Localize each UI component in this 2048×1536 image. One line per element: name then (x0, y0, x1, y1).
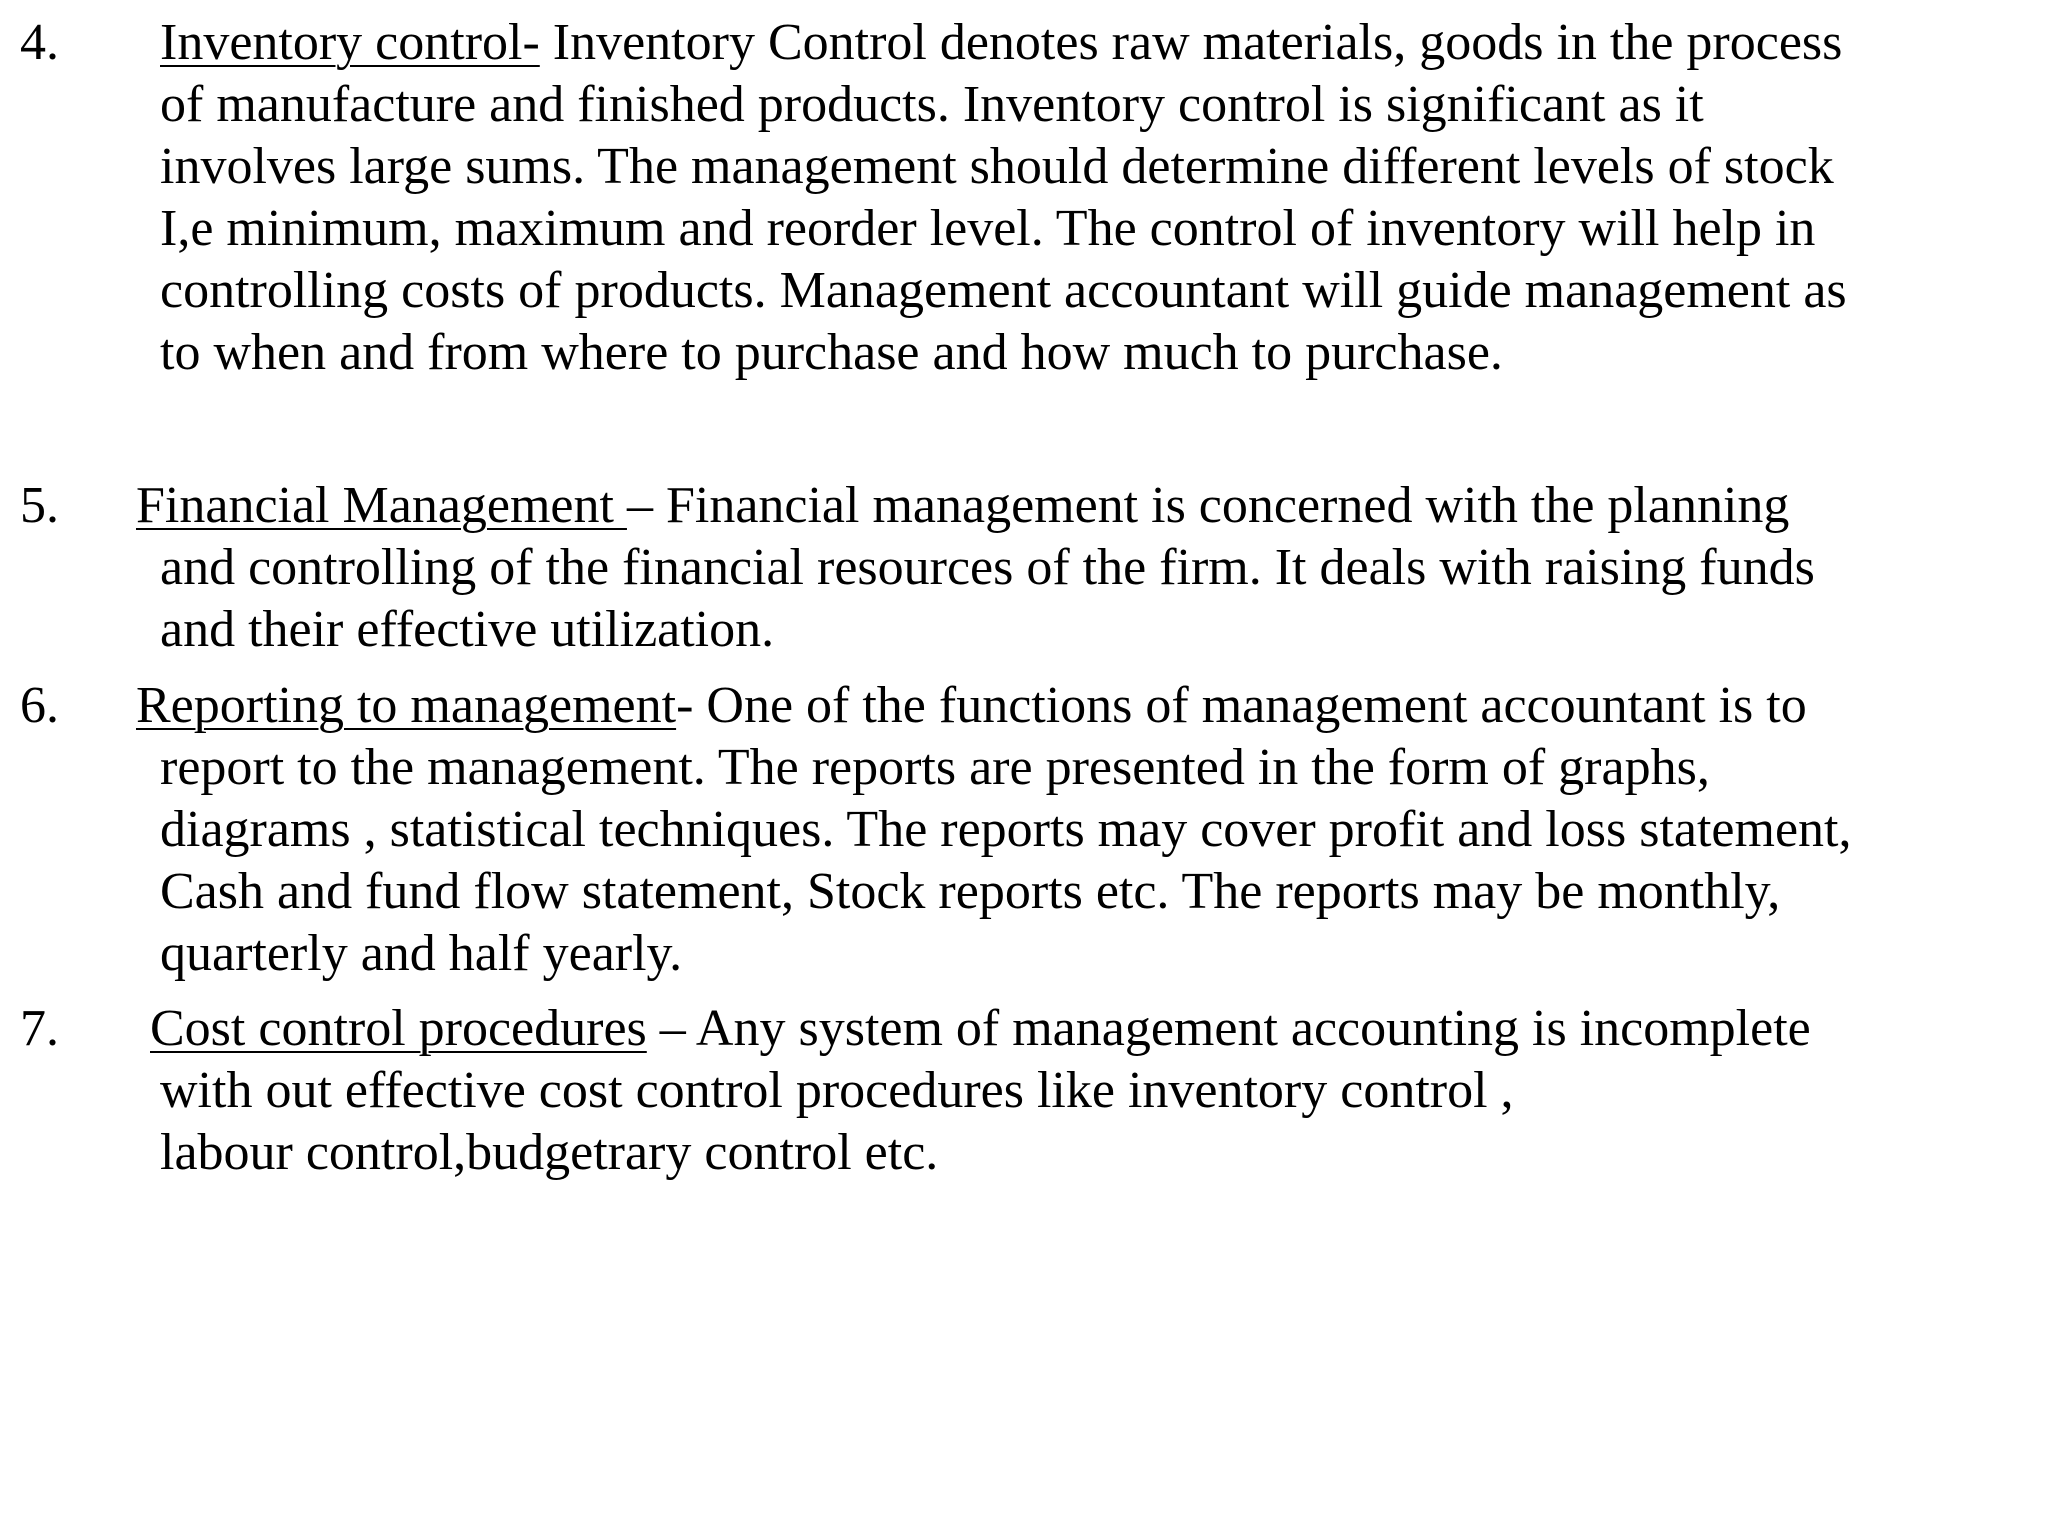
item-line: controlling costs of products. Management accountant will guide management as (160, 262, 1847, 319)
item-first-line-text: – Any system of management accounting is incomplete (646, 1000, 1811, 1057)
item-first-line (150, 998, 1811, 1060)
item-line: labour control,budgetrary control etc. (160, 1124, 939, 1181)
item-number: 6. (20, 677, 59, 734)
item-number: 4. (20, 14, 59, 71)
item-number: 5. (20, 477, 59, 534)
item-heading: Reporting to management (136, 677, 677, 734)
item-line: report to the management. The reports are presented in the form of graphs, (160, 739, 1710, 796)
item-first-line-text: - One of the functions of management accountant is to (676, 677, 1807, 734)
item-first-line (160, 12, 1842, 74)
item-first-line-text: – Financial management is concerned with the planning (626, 477, 1790, 534)
item-heading: Inventory control- (160, 14, 540, 71)
item-number: 7. (20, 1000, 59, 1057)
item-first-line (136, 475, 1789, 537)
item-first-line (136, 675, 1807, 737)
item-line: to when and from where to purchase and how much to purchase. (160, 324, 1503, 381)
item-line: I,e minimum, maximum and reorder level. The control of inventory will help in (160, 200, 1816, 257)
item-line: with out effective cost control procedures like inventory control , (160, 1062, 1514, 1119)
item-line: Cash and fund flow statement, Stock reports etc. The reports may be monthly, (160, 863, 1781, 920)
item-line: and their effective utilization. (160, 601, 775, 658)
item-line: and controlling of the financial resources of the firm. It deals with raising funds (160, 539, 1815, 596)
item-line: diagrams , statistical techniques. The reports may cover profit and loss statement, (160, 801, 1852, 858)
item-line: involves large sums. The management should determine different levels of stock (160, 138, 1834, 195)
item-line: of manufacture and finished products. Inventory control is significant as it (160, 76, 1704, 133)
item-heading: Financial Management (136, 477, 627, 534)
item-heading: Cost control procedures (150, 1000, 647, 1057)
item-first-line-text: Inventory Control denotes raw materials, goods in the process (539, 14, 1843, 71)
item-line: quarterly and half yearly. (160, 925, 683, 982)
